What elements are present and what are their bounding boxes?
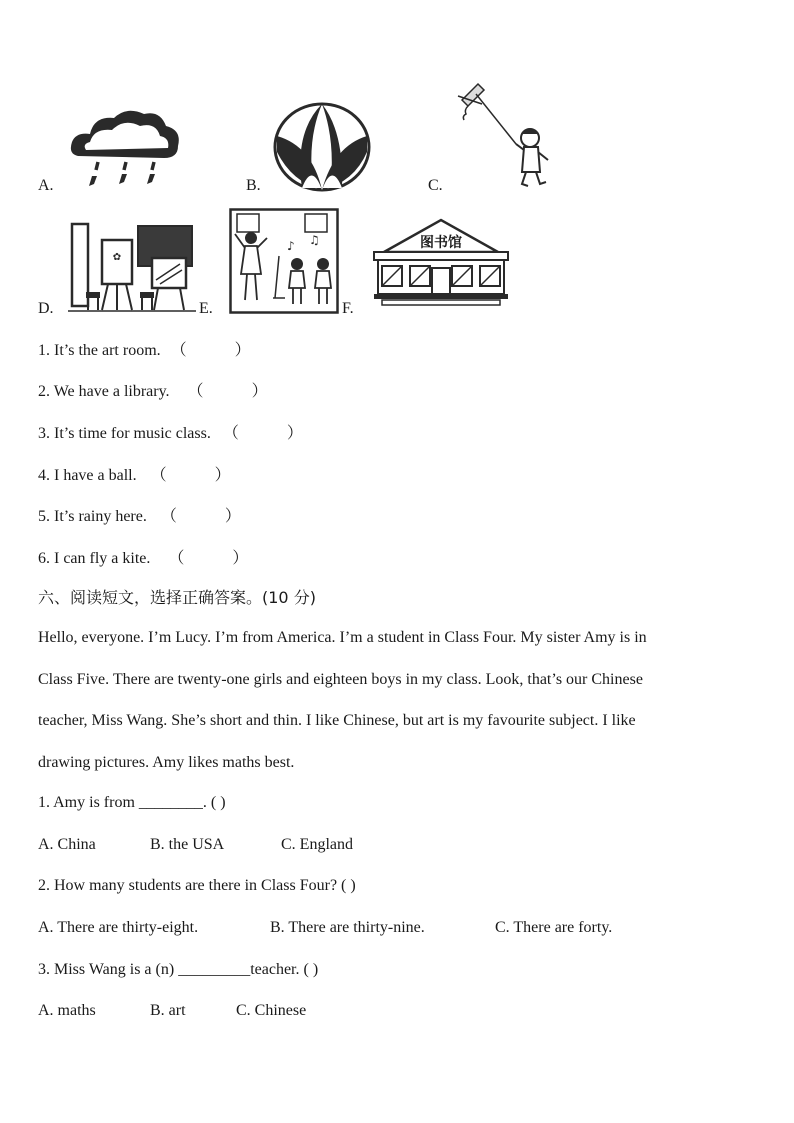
passage-line-2: Class Five. There are twenty-one girls and eighteen boys in my class. Look, that’s our Chinese: [38, 670, 643, 688]
q2-option-c[interactable]: C. There are forty.: [495, 919, 613, 936]
beach-ball-icon: [272, 102, 372, 192]
picture-letter-e: E.: [199, 300, 213, 317]
q3-option-c[interactable]: C. Chinese: [236, 1002, 307, 1019]
boy-flying-kite-icon: [454, 80, 554, 195]
question-3-stem: 3. Miss Wang is a (n) _________teacher. ( ): [38, 961, 319, 978]
matching-sentence-3: 3. It’s time for music class. （ ）: [38, 420, 303, 443]
answer-blank-5[interactable]: （ ）: [160, 508, 241, 525]
picture-letter-a: A.: [38, 177, 54, 194]
art-room-icon: [68, 218, 196, 314]
answer-blank-2[interactable]: （ ）: [187, 383, 268, 400]
question-1-options: [38, 836, 353, 854]
library-sign-text: 图书馆: [420, 235, 462, 251]
svg-text:♫: ♫: [309, 233, 320, 247]
section-heading: 六、阅读短文，选择正确答案。(10 分): [38, 588, 316, 607]
q2-option-a[interactable]: A. There are thirty-eight.: [38, 919, 199, 936]
rain-cloud-icon: [64, 104, 184, 194]
question-2-options: [38, 919, 612, 937]
question-3-options: [38, 1002, 306, 1020]
passage-line-3: teacher, Miss Wang. She’s short and thin. I like Chinese, but art is my favourite subject. I like: [38, 712, 636, 729]
matching-sentence-1: 1. It’s the art room. （ ）: [38, 337, 253, 360]
answer-blank-3[interactable]: （ ）: [222, 425, 303, 442]
question-1-stem: 1. Amy is from ________. ( ): [38, 794, 226, 811]
q3-option-a[interactable]: A. maths: [38, 1002, 96, 1019]
library-building-icon: [370, 216, 512, 308]
q1-option-c[interactable]: C. England: [281, 836, 353, 853]
q1-option-b[interactable]: B. the USA: [150, 836, 225, 853]
q1-option-a[interactable]: A. China: [38, 836, 96, 853]
reading-passage: [38, 617, 758, 783]
picture-letter-d: D.: [38, 300, 54, 317]
music-class-icon: [229, 208, 339, 314]
answer-blank-6[interactable]: （ ）: [168, 550, 249, 567]
q2-option-b[interactable]: B. There are thirty-nine.: [270, 919, 425, 936]
matching-sentence-4: 4. I have a ball. （ ）: [38, 462, 231, 485]
matching-sentence-5: 5. It’s rainy here. （ ）: [38, 503, 241, 526]
picture-letter-c: C.: [428, 177, 443, 194]
picture-letter-b: B.: [246, 177, 261, 194]
passage-line-4: drawing pictures. Amy likes maths best.: [38, 753, 295, 771]
answer-blank-4[interactable]: （ ）: [150, 467, 231, 484]
matching-sentence-2: 2. We have a library. （ ）: [38, 378, 268, 401]
matching-sentence-6: 6. I can fly a kite. （ ）: [38, 545, 248, 568]
svg-text:♪: ♪: [287, 239, 295, 253]
picture-letter-f: F.: [342, 300, 354, 317]
svg-text:✿: ✿: [112, 252, 122, 263]
passage-line-1: Hello, everyone. I’m Lucy. I’m from America. I’m a student in Class Four. My sister Amy is in: [38, 629, 647, 646]
q3-option-b[interactable]: B. art: [150, 1002, 186, 1019]
question-2-stem: 2. How many students are there in Class Four? ( ): [38, 877, 356, 894]
answer-blank-1[interactable]: （ ）: [170, 342, 251, 359]
